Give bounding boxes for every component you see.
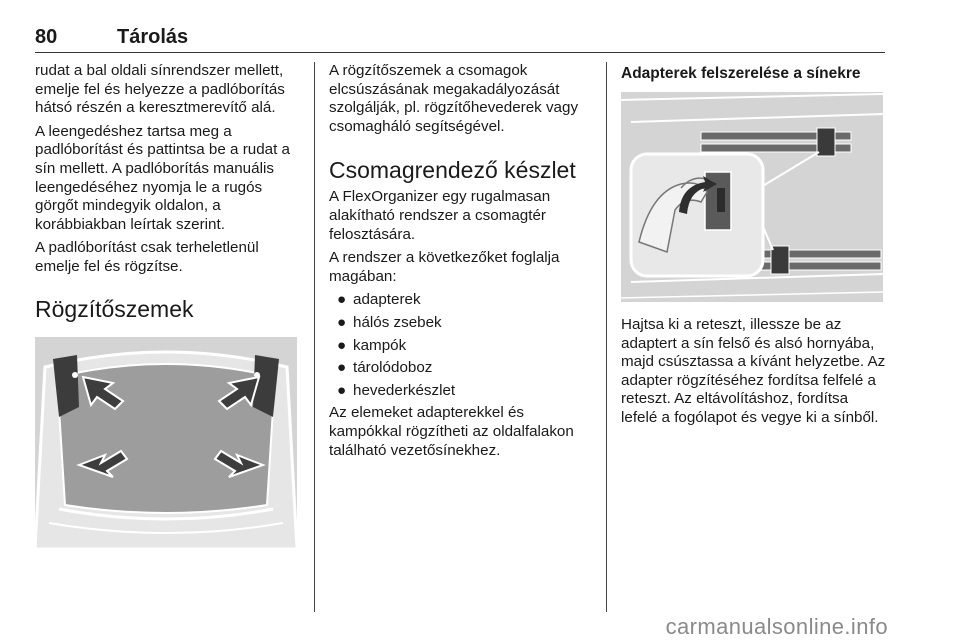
list-item: ● hálós zsebek (337, 313, 442, 331)
paragraph: A rögzítőszemek a csomagok elcsúszásának megakadályozását szolgálják, pl. rögzítőhevederek vagy csomagháló segítségével. (329, 62, 579, 135)
paragraph: Hajtsa ki a reteszt, illessze be az adaptert a sín felső és alsó hornyába, majd csúsztassa a kívánt helyzetbe. Az adapter rögzítéséhez fordítsa felfelé a reteszt. Az eltávolításhoz, fordítsa lefelé a fogólapot és vegye ki a sínből. (621, 316, 886, 426)
component-list (329, 291, 591, 400)
section-heading-adapters: Adapterek felszerelése a sínekre (621, 65, 861, 82)
paragraph: A rendszer a következőket foglalja magában: (329, 249, 560, 285)
column-divider (314, 62, 315, 612)
bullet: ● (337, 291, 347, 309)
section-heading-tie-down-eyes: Rögzítőszemek (35, 295, 194, 322)
bullet: ● (337, 359, 347, 377)
paragraph: A leengedéshez tartsa meg a padlóborítást és pattintsa be a rudat a sín mellett. A padlóborítás manuális leengedéséhez nyomja le a rugós görgőt mindegyik oldalon, a korábbiakban leírtak szerint. (35, 122, 290, 233)
paragraph: A FlexOrganizer egy rugalmasan alakítható rendszer a csomagtér felosztására. (329, 188, 551, 243)
column-1 (35, 62, 300, 549)
list-item: ● hevederkészlet (337, 381, 456, 399)
column-divider (606, 62, 607, 612)
chapter-title: Tárolás (117, 26, 189, 48)
list-item: ● kampók (337, 336, 407, 354)
bullet: ● (337, 313, 347, 331)
list-item: ● adapterek (337, 291, 421, 309)
section-heading-organizer-kit: Csomagrendező készlet (329, 157, 576, 184)
bullet: ● (337, 336, 347, 354)
column-2 (329, 62, 591, 465)
page-number: 80 (35, 26, 58, 48)
paragraph: A padlóborítást csak terheletlenül emelje fel és rögzítse. (35, 239, 259, 275)
tie-down-eyes-illustration (35, 337, 297, 549)
paragraph: rudat a bal oldali sínrendszer mellett, emelje fel és helyezze a padlóborítás hátsó részén a keresztmerevítő alá. (35, 62, 285, 117)
watermark: carmanualsonline.info (665, 614, 888, 639)
column-3 (621, 62, 887, 433)
page-header (35, 26, 885, 53)
bullet: ● (337, 381, 347, 399)
paragraph: Az elemeket adapterekkel és kampókkal rögzítheti az oldalfalakon található vezetősínekhez. (329, 404, 574, 459)
list-item: ● tárolódoboz (337, 359, 433, 377)
adapter-rail-illustration (621, 92, 883, 302)
